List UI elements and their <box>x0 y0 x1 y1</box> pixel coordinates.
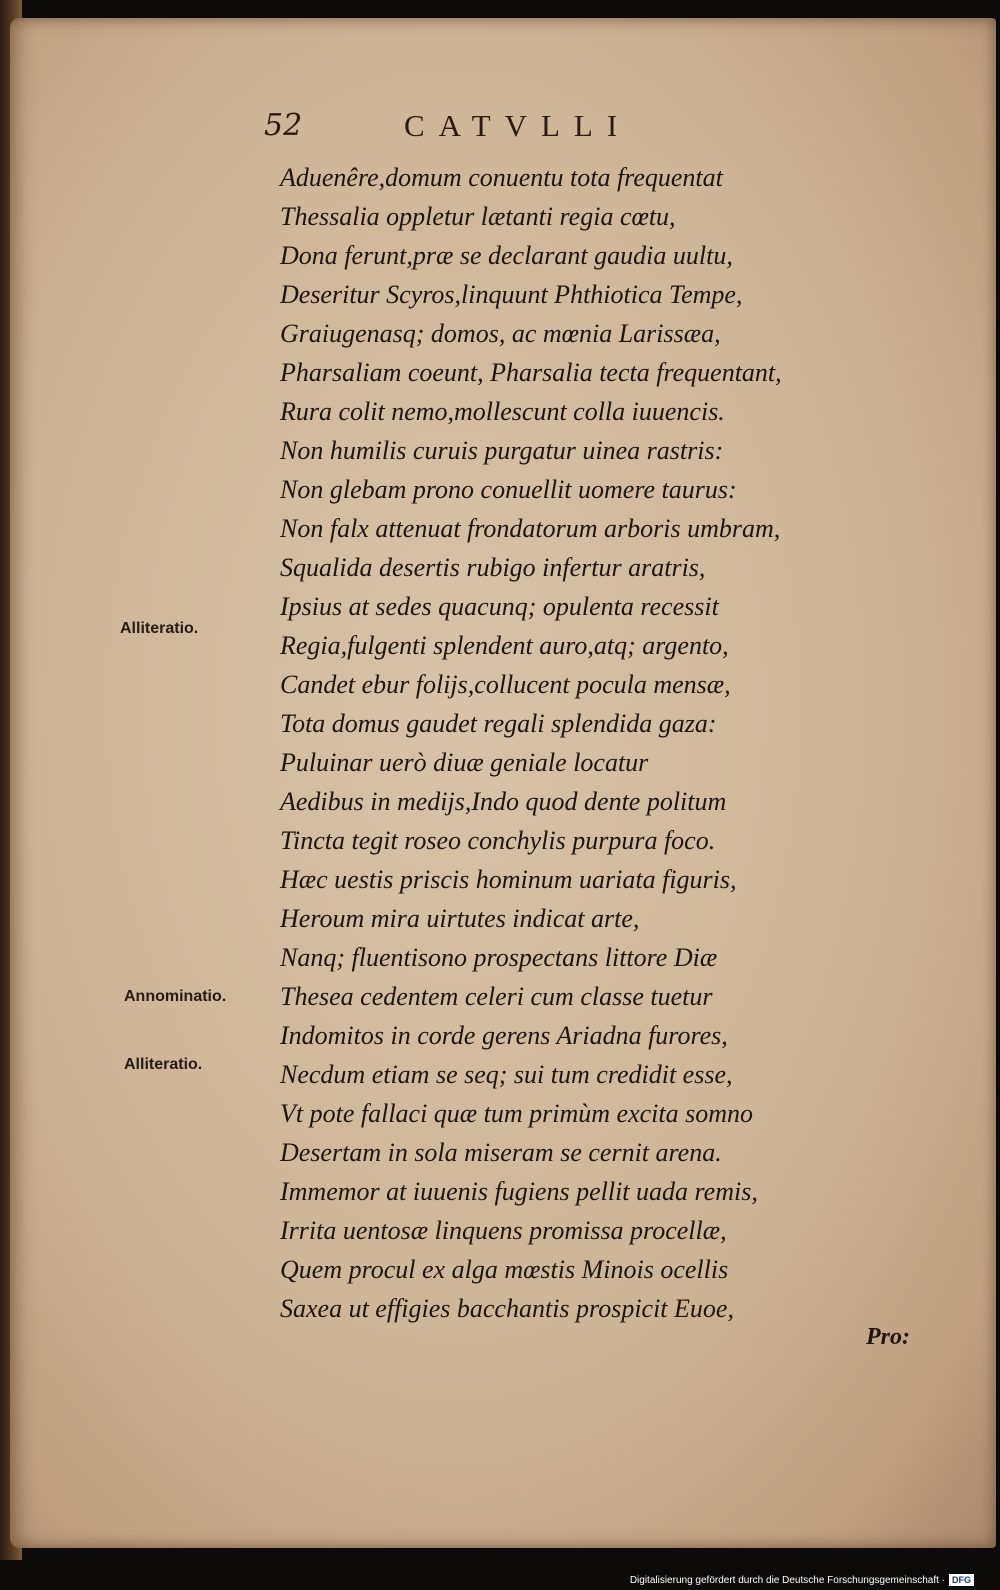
margin-note-annominatio: Annominatio. <box>124 988 227 1005</box>
verse-line: Necdum etiam se seq; sui tum credidit esse, <box>280 1060 733 1089</box>
verse-line: Vt pote fallaci quæ tum primùm excita somno <box>280 1099 754 1128</box>
verse-line: Irrita uentosæ linquens promissa procellæ, <box>280 1216 727 1245</box>
catchword: Pro: <box>866 1324 910 1350</box>
credit-text: Digitalisierung gefördert durch die Deutsche Forschungsgemeinschaft · <box>629 1574 945 1586</box>
margin-note-alliteratio: Alliteratio. <box>120 620 199 637</box>
verse-block <box>280 158 880 1328</box>
verse-line: Non falx attenuat frondatorum arboris umbram, <box>280 514 781 543</box>
verse-line: Saxea ut effigies bacchantis prospicit Euoe, <box>280 1294 734 1323</box>
verse-line: Non humilis curuis purgatur uinea rastris: <box>280 436 724 465</box>
verse-line: Rura colit nemo,mollescunt colla iuuencis. <box>280 397 725 426</box>
verse-line: Deseritur Scyros,linquunt Phthiotica Tempe, <box>280 280 743 309</box>
margin-note-alliteratio: Alliteratio. <box>124 1056 203 1073</box>
verse-line: Puluinar uerò diuæ geniale locatur <box>280 748 649 777</box>
running-head: CATVLLI <box>404 108 632 143</box>
verse-line: Dona ferunt,præ se declarant gaudia uultu, <box>280 241 733 270</box>
verse-line: Tota domus gaudet regali splendida gaza: <box>280 709 717 738</box>
verse-line: Pharsaliam coeunt, Pharsalia tecta frequentant, <box>280 358 782 387</box>
verse-line: Hæc uestis priscis hominum uariata figuris, <box>280 865 737 894</box>
verse-line: Quem procul ex alga mœstis Minois ocellis <box>280 1255 729 1284</box>
verse-line: Heroum mira uirtutes indicat arte, <box>280 904 640 933</box>
verse-line: Non glebam prono conuellit uomere taurus: <box>280 475 737 504</box>
verse-line: Tincta tegit roseo conchylis purpura foco. <box>280 826 716 855</box>
verse-line: Aduenêre,domum conuentu tota frequentat <box>280 163 723 192</box>
verse-line: Thesea cedentem celeri cum classe tuetur <box>280 982 713 1011</box>
dfg-logo-icon: DFG <box>949 1574 974 1586</box>
page-number: 52 <box>264 108 303 143</box>
verse-line: Desertam in sola miseram se cernit arena. <box>280 1138 722 1167</box>
verse-line: Candet ebur folijs,collucent pocula mensæ, <box>280 670 731 699</box>
verse-line: Immemor at iuuenis fugiens pellit uada remis, <box>280 1177 758 1206</box>
verse-line: Squalida desertis rubigo infertur aratris, <box>280 553 706 582</box>
verse-line: Indomitos in corde gerens Ariadna furores, <box>280 1021 728 1050</box>
verse-line: Nanq; fluentisono prospectans littore Diæ <box>280 943 718 972</box>
verse-line: Aedibus in medijs,Indo quod dente politum <box>280 787 727 816</box>
verse-line: Thessalia oppletur lætanti regia cœtu, <box>280 202 676 231</box>
verse-line: Ipsius at sedes quacunq; opulenta recessit <box>280 592 719 621</box>
digitization-credit <box>630 1574 974 1586</box>
verse-line: Regia,fulgenti splendent auro,atq; argento, <box>280 631 729 660</box>
verse-line: Graiugenasq; domos, ac mœnia Larissæa, <box>280 319 721 348</box>
